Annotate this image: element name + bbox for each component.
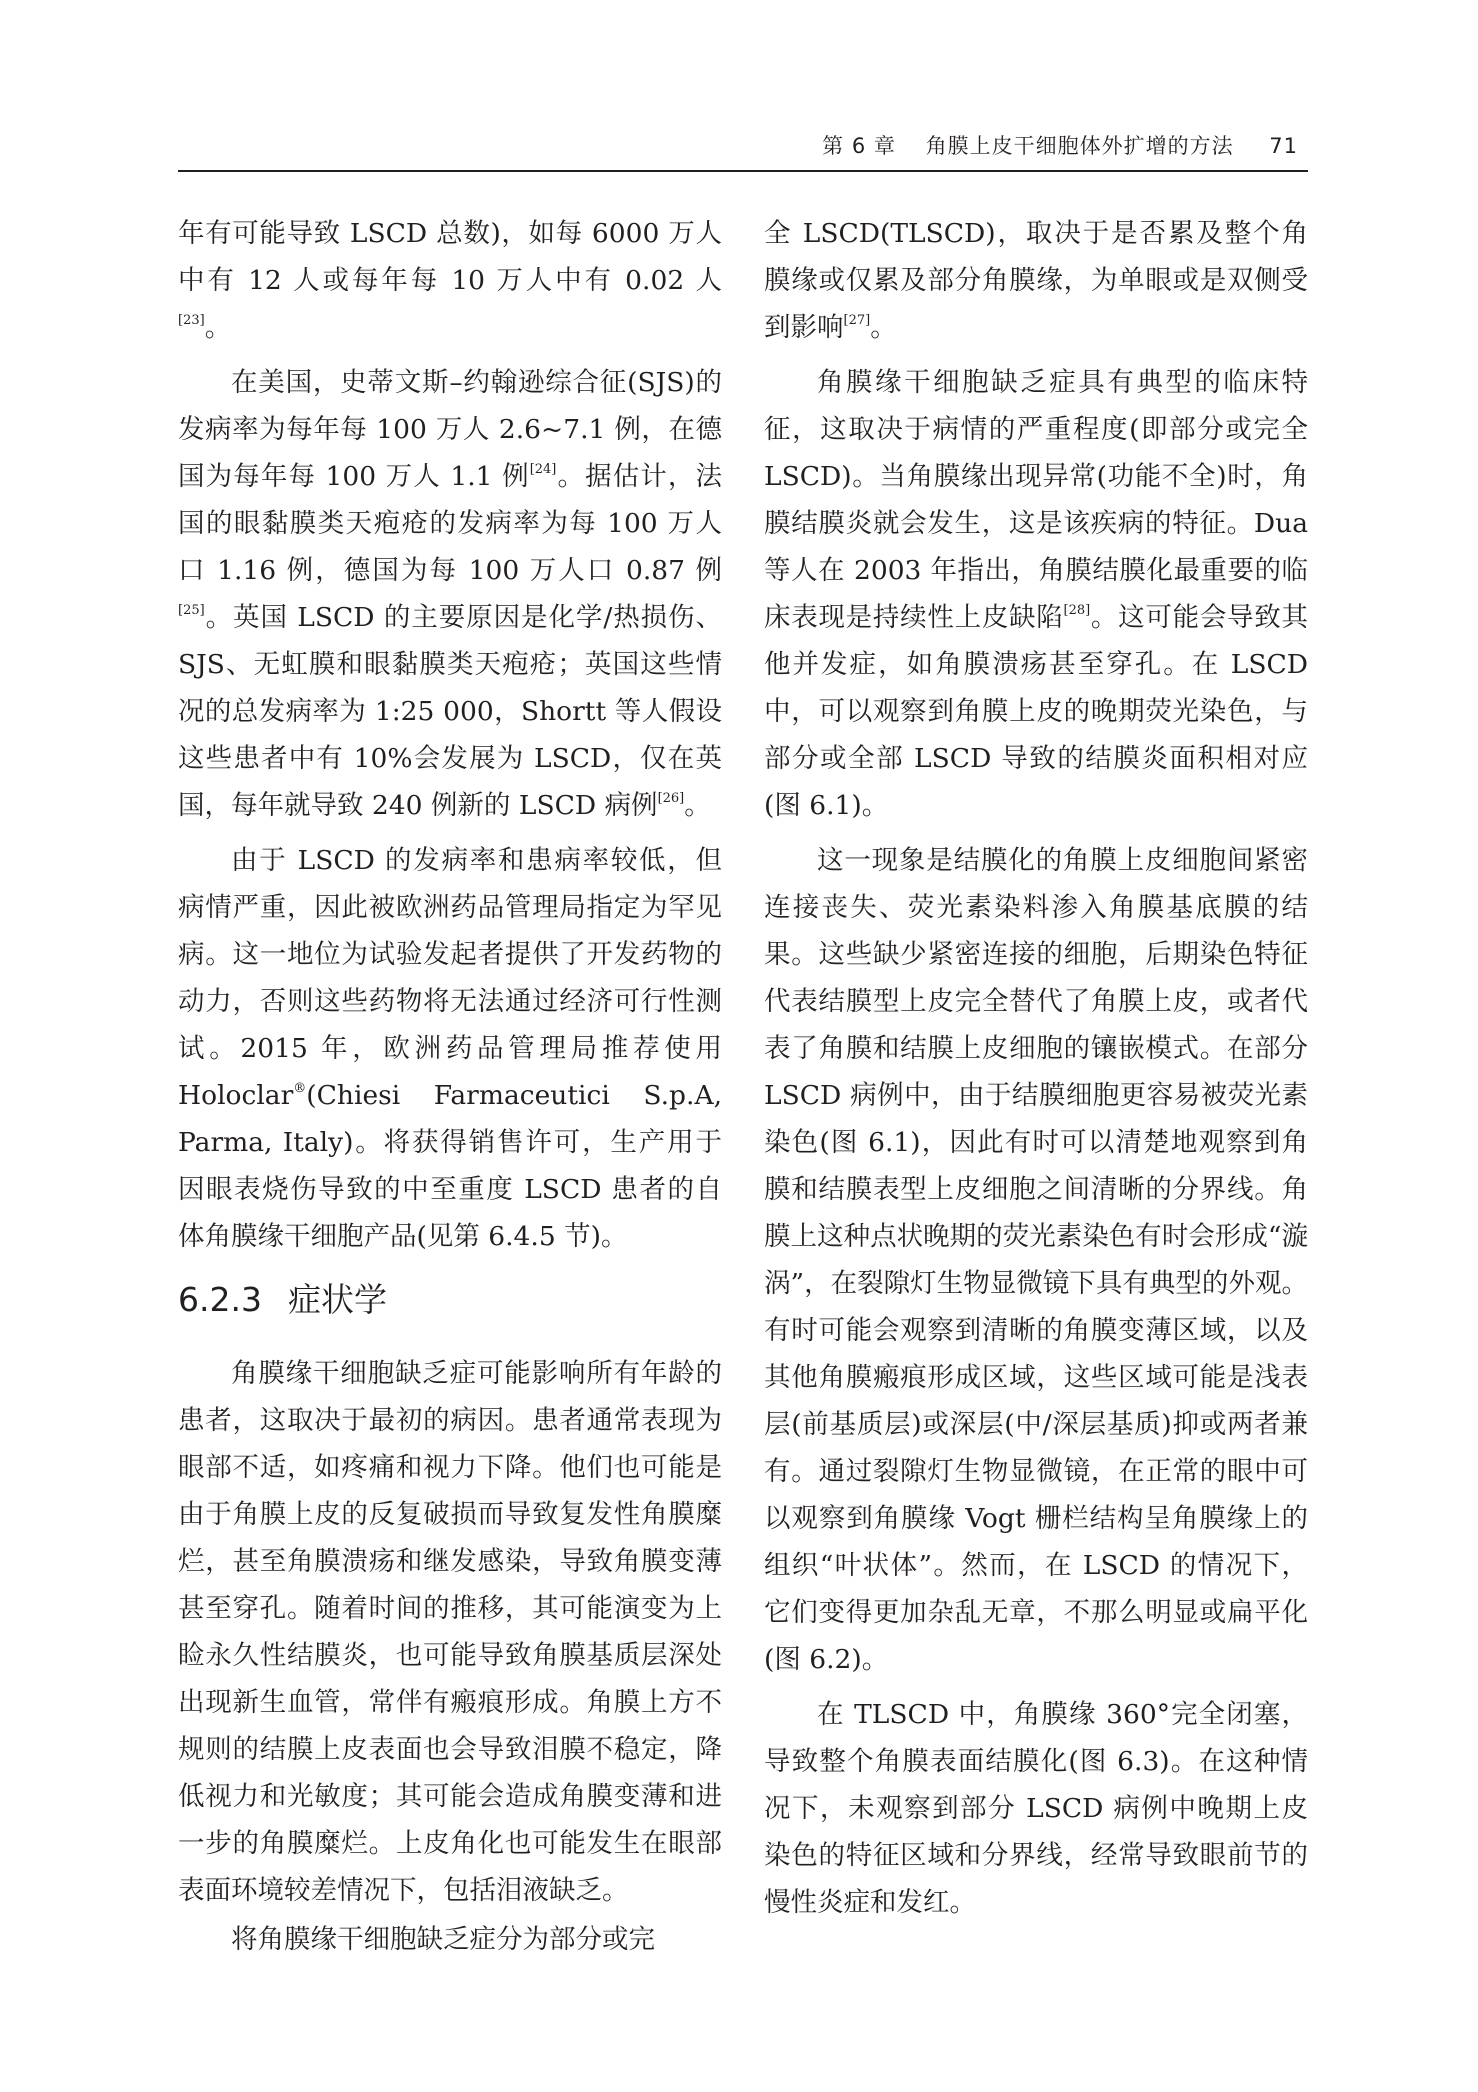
paragraph: 角膜缘干细胞缺乏症具有典型的临床特征，这取决于病情的严重程度(即部分或完全 LSCD)。当角膜缘出现异常(功能不全)时，角膜结膜炎就会发生，这是该疾病的特征。Dua 等人在 2003 年指出，角膜结膜化最重要的临床表现是持续性上皮缺陷[28]。这可能会导致其他并发症，如角膜溃疡甚至穿孔。在 LSCD 中，可以观察到角膜上皮的晚期荧光染色，与部分或全部 LSCD 导致的结膜炎面积相对应(图 6.1)。 [764, 367, 1309, 821]
running-header [178, 126, 1308, 172]
paragraph: 全 LSCD(TLSCD)，取决于是否累及整个角膜缘或仅累及部分角膜缘，为单眼或是双侧受到影响[27]。 [764, 218, 1308, 343]
citation: [25] [178, 603, 205, 618]
paragraph: 将角膜缘干细胞缺乏症分为部分或完 [231, 1924, 655, 1955]
section-title: 症状学 [287, 1280, 387, 1319]
page-number: 71 [1269, 134, 1298, 158]
chapter-title: 角膜上皮干细胞体外扩增的方法 [925, 134, 1234, 158]
section-heading [178, 1276, 722, 1324]
paragraph: 在 TLSCD 中，角膜缘 360°完全闭塞，导致整个角膜表面结膜化(图 6.3)。在这种情况下，未观察到部分 LSCD 病例中晚期上皮染色的特征区域和分界线，经常导致眼前节的慢性炎症和发红。 [764, 1699, 1308, 1918]
citation: [26] [657, 791, 685, 806]
citation: [27] [843, 313, 871, 328]
citation: [24] [529, 462, 557, 477]
paragraph: 角膜缘干细胞缺乏症可能影响所有年龄的患者，这取决于最初的病因。患者通常表现为眼部不适，如疼痛和视力下降。他们也可能是由于角膜上皮的反复破损而导致复发性角膜糜烂，甚至角膜溃疡和继发感染，导致角膜变薄甚至穿孔。随着时间的推移，其可能演变为上睑永久性结膜炎，也可能导致角膜基质层深处出现新生血管，常伴有瘢痕形成。角膜上方不规则的结膜上皮表面也会导致泪膜不稳定，降低视力和光敏度；其可能会造成角膜变薄和进一步的角膜糜烂。上皮角化也可能发生在眼部表面环境较差情况下，包括泪液缺乏。 [178, 1358, 722, 1906]
paragraph: 由于 LSCD 的发病率和患病率较低，但病情严重，因此被欧洲药品管理局指定为罕见病。这一地位为试验发起者提供了开发药物的动力，否则这些药物将无法通过经济可行性测试。2015 年，欧洲药品管理局推荐使用 Holoclar®(Chiesi Farmaceutici S.p.A, Parma, Italy)。将获得销售许可，生产用于因眼表烧伤导致的中至重度 LSCD 患者的自体角膜缘干细胞产品(见第 6.4.5 节)。 [178, 845, 722, 1252]
paragraph: 在美国，史蒂文斯–约翰逊综合征(SJS)的发病率为每年每 100 万人 2.6~7.1 例，在德国为每年每 100 万人 1.1 例[24]。据估计，法国的眼黏膜类天疱疮的发病率为每 100 万人口 1.16 例，德国为每 100 万人口 0.87 例[25]。英国 LSCD 的主要原因是化学/热损伤、SJS、无虹膜和眼黏膜类天疱疮；英国这些情况的总发病率为 1:25 000，Shortt 等人假设这些患者中有 10%会发展为 LSCD，仅在英国，每年就导致 240 例新的 LSCD 病例[26]。 [178, 367, 723, 821]
registered-mark: ® [293, 1081, 307, 1096]
paragraph: 年有可能导致 LSCD 总数)，如每 6000 万人中有 12 人或每年每 10 万人中有 0.02 人[23]。 [178, 218, 722, 343]
section-number: 6.2.3 [178, 1280, 262, 1319]
citation: [28] [1063, 603, 1091, 618]
chapter-label: 第 6 章 [822, 134, 896, 158]
citation: [23] [178, 313, 205, 328]
left-column [178, 210, 722, 1965]
paragraph: 这一现象是结膜化的角膜上皮细胞间紧密连接丧失、荧光素染料渗入角膜基底膜的结果。这些缺少紧密连接的细胞，后期染色特征代表结膜型上皮完全替代了角膜上皮，或者代表了角膜和结膜上皮细胞的镶嵌模式。在部分 LSCD 病例中，由于结膜细胞更容易被荧光素染色(图 6.1)，因此有时可以清楚地观察到角膜和结膜表型上皮细胞之间清晰的分界线。角膜上这种点状晚期的荧光素染色有时会形成“漩涡”，在裂隙灯生物显微镜下具有典型的外观。有时可能会观察到清晰的角膜变薄区域，以及其他角膜瘢痕形成区域，这些区域可能是浅表层(前基质层)或深层(中/深层基质)抑或两者兼有。通过裂隙灯生物显微镜，在正常的眼中可以观察到角膜缘 Vogt 栅栏结构呈角膜缘上的组织“叶状体”。然而，在 LSCD 的情况下，它们变得更加杂乱无章，不那么明显或扁平化(图 6.2)。 [764, 845, 1308, 1675]
right-column [764, 210, 1308, 1928]
header-text [822, 130, 1298, 160]
